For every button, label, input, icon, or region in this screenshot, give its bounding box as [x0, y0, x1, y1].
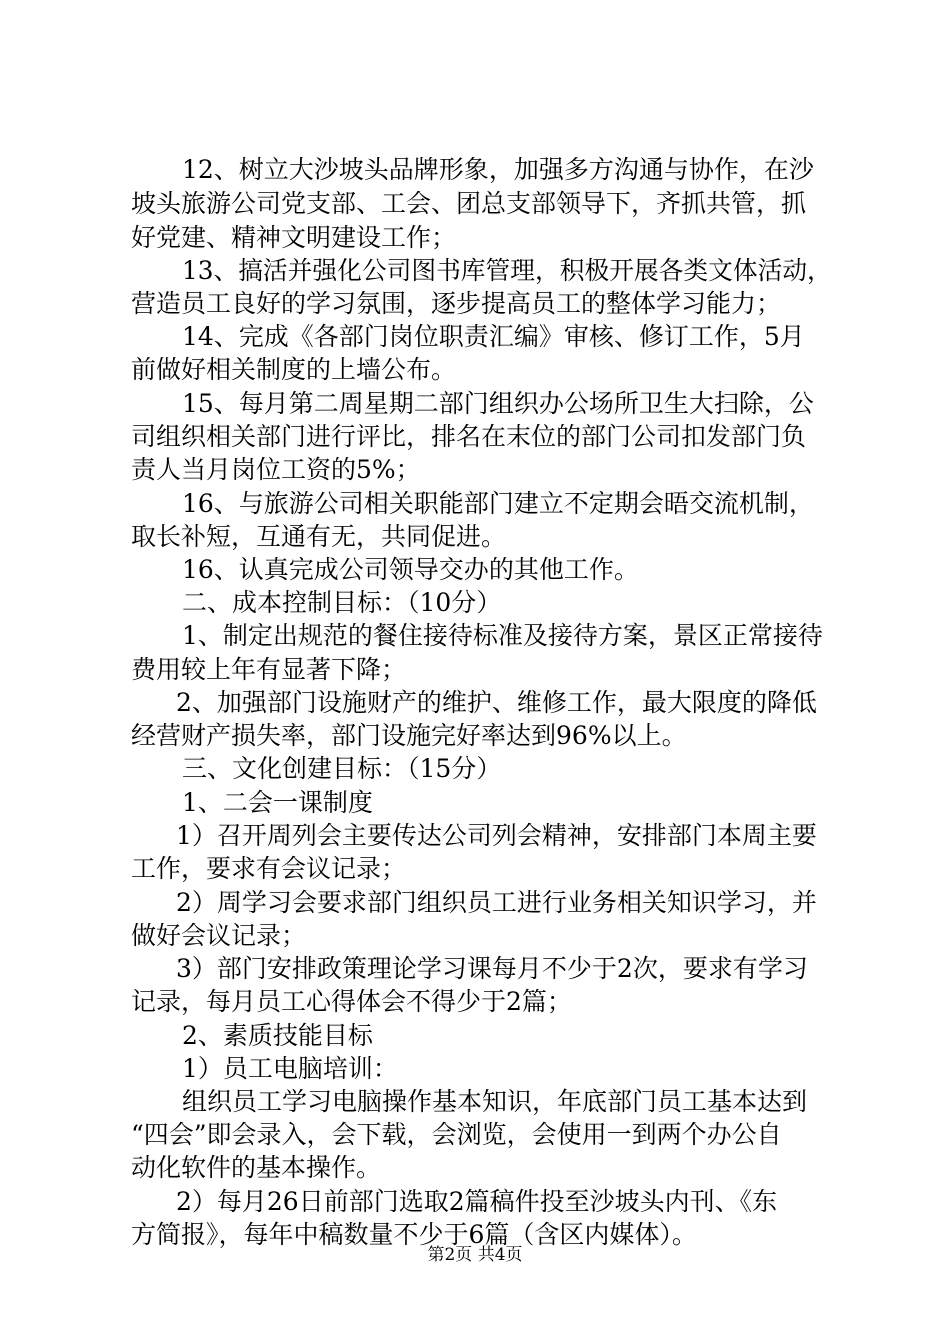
- text-line: 2、加强部门设施财产的维护、维修工作，最大限度的降低: [176, 688, 817, 717]
- text-line: 司组织相关部门进行评比，排名在末位的部门公司扣发部门负: [131, 422, 807, 451]
- text-line: 2、素质技能目标: [182, 1021, 373, 1050]
- text-line: 1、二会一课制度: [182, 788, 373, 817]
- text-line: 2）周学习会要求部门组织员工进行业务相关知识学习，并: [176, 888, 817, 917]
- text-line: 责人当月岗位工资的5%；: [131, 455, 421, 484]
- text-line: 前做好相关制度的上墙公布。: [131, 355, 457, 384]
- text-line: 取长补短，互通有无，共同促进。: [131, 522, 507, 551]
- text-line: 12、树立大沙坡头品牌形象，加强多方沟通与协作，在沙: [182, 155, 814, 184]
- text-line: 16、与旅游公司相关职能部门建立不定期会晤交流机制，: [182, 489, 814, 518]
- text-line: 二、成本控制目标：（10分）: [182, 588, 502, 617]
- text-line: 动化软件的基本操作。: [131, 1153, 382, 1182]
- text-line: 营造员工良好的学习氛围，逐步提高员工的整体学习能力；: [131, 289, 782, 318]
- text-line: 坡头旅游公司党支部、工会、团总支部领导下，齐抓共管，抓: [131, 189, 807, 218]
- text-line: “四会”即会录入，会下载，会浏览，会使用一到两个办公自: [131, 1120, 782, 1149]
- text-line: 组织员工学习电脑操作基本知识，年底部门员工基本达到: [182, 1087, 808, 1116]
- text-line: 1）员工电脑培训：: [182, 1054, 398, 1083]
- text-line: 3）部门安排政策理论学习课每月不少于2次，要求有学习: [176, 954, 808, 983]
- text-line: 1）召开周列会主要传达公司列会精神，安排部门本周主要: [176, 821, 817, 850]
- text-line: 1、制定出规范的餐住接待标准及接待方案，景区正常接待: [182, 621, 823, 650]
- text-line: 2）每月26日前部门选取2篇稿件投至沙坡头内刊、《东: [176, 1187, 778, 1216]
- text-line: 做好会议记录；: [131, 921, 307, 950]
- text-line: 经营财产损失率，部门设施完好率达到96%以上。: [131, 721, 687, 750]
- text-line: 15、每月第二周星期二部门组织办公场所卫生大扫除，公: [182, 389, 814, 418]
- text-line: 工作，要求有会议记录；: [131, 854, 407, 883]
- text-line: 好党建、精神文明建设工作；: [131, 223, 457, 252]
- text-line: 记录，每月员工心得体会不得少于2篇；: [131, 987, 572, 1016]
- page-footer: 第2页 共4页: [427, 1245, 523, 1265]
- text-line: 三、文化创建目标：（15分）: [182, 754, 502, 783]
- text-line: 费用较上年有显著下降；: [131, 655, 407, 684]
- text-line: 方简报》，每年中稿数量不少于6篇（含区内媒体）。: [131, 1220, 697, 1249]
- text-line: 14、完成《各部门岗位职责汇编》审核、修订工作，5月: [182, 322, 805, 351]
- text-line: 13、搞活并强化公司图书库管理，积极开展各类文体活动，: [182, 256, 832, 285]
- text-line: 16、认真完成公司领导交办的其他工作。: [182, 555, 639, 584]
